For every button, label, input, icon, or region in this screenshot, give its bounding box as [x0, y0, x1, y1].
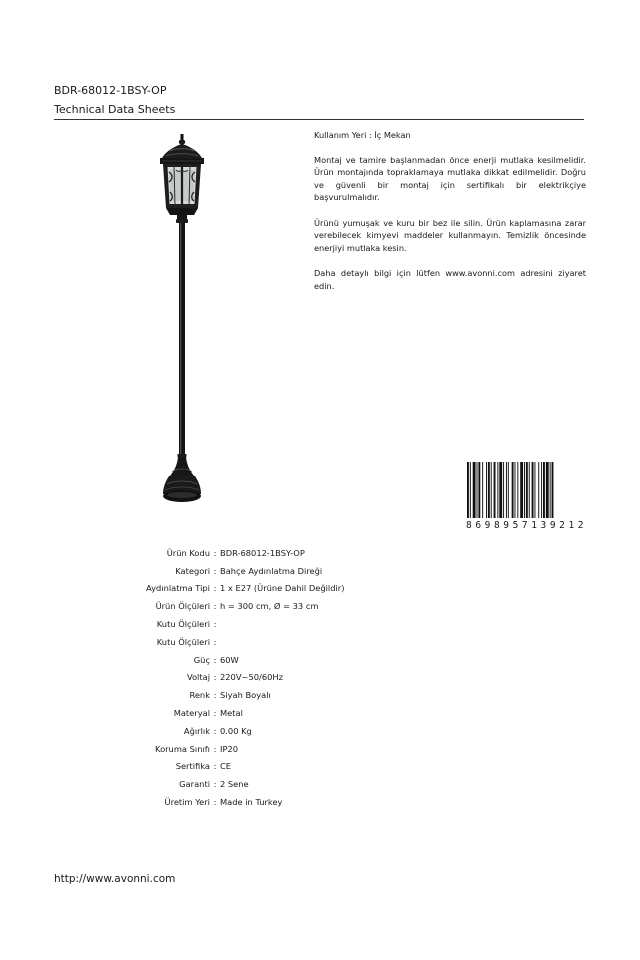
spec-row-origin [100, 793, 344, 811]
spec-separator: : [213, 725, 217, 736]
spec-value: Made in Turkey [220, 797, 283, 808]
garden-lamp-post-icon [150, 134, 214, 506]
barcode-digit: 9 [484, 519, 491, 531]
barcode-bar [491, 462, 492, 518]
spec-value: IP20 [220, 743, 239, 754]
spec-row-box-dimensions [100, 615, 344, 633]
spec-row-voltage [100, 669, 344, 687]
spec-value: Metal [220, 708, 243, 719]
barcode-bar [550, 462, 551, 518]
usage-info [314, 129, 586, 305]
product-code-header: BDR-68012-1BSY-OP [54, 84, 167, 97]
spec-row-box-dimensions-2 [100, 633, 344, 651]
barcode-bar [478, 462, 480, 518]
barcode-bar [552, 462, 554, 518]
spec-separator: : [213, 583, 217, 594]
spec-label: Ağırlık [183, 725, 210, 736]
barcode-digit: 1 [568, 519, 575, 531]
spec-label: Ürün Ölçüleri [155, 601, 210, 612]
spec-row-power [100, 651, 344, 669]
footer-website-url: http://www.avonni.com [54, 873, 176, 885]
info-paragraph-installation: Montaj ve tamire başlanmadan önce enerji mutlaka kesilmelidir. Ürün montajında topraklamaya mutlaka dikkat edilmelidir. Doğru ve güvenli bir montaj için sertifikalı bir elektrikçiye başvurulmalıdır. [314, 154, 586, 203]
spec-separator: : [213, 797, 217, 808]
spec-row-lighting-type [100, 580, 344, 598]
spec-separator: : [213, 743, 217, 754]
barcode-bar [534, 462, 535, 518]
barcode-bar [543, 462, 545, 518]
spec-value: 2 Sene [220, 779, 249, 790]
spec-label: Güç [193, 654, 210, 665]
barcode-bar [473, 462, 476, 518]
spec-label: Materyal [173, 708, 210, 719]
spec-label: Aydınlatma Tipi [146, 583, 210, 594]
product-image [150, 134, 214, 506]
spec-separator: : [213, 779, 217, 790]
barcode-digit: 7 [521, 519, 528, 531]
barcode-bar [546, 462, 549, 518]
spec-separator: : [213, 619, 217, 630]
spec-label: Üretim Yeri [164, 797, 210, 808]
spec-row-product-code [100, 544, 344, 562]
barcode-bar [529, 462, 530, 518]
spec-value: 220V~50/60Hz [220, 672, 283, 683]
barcode [466, 462, 584, 518]
spec-value: CE [220, 761, 232, 772]
spec-row-product-dimensions [100, 597, 344, 615]
spec-separator: : [213, 601, 217, 612]
spec-row-certificate [100, 758, 344, 776]
spec-value: 1 x E27 (Ürüne Dahil Değildir) [220, 583, 345, 594]
spec-separator: : [213, 761, 217, 772]
barcode-bar [526, 462, 528, 518]
barcode-bar [506, 462, 507, 518]
spec-label: Ürün Kodu [166, 547, 210, 558]
barcode-bar [467, 462, 469, 518]
barcode-bar [477, 462, 478, 518]
spec-row-warranty [100, 775, 344, 793]
barcode-digit: 3 [540, 519, 547, 531]
barcode-digit: 1 [531, 519, 538, 531]
barcode-bar [497, 462, 498, 518]
barcode-bar [499, 462, 502, 518]
spec-separator: : [213, 636, 217, 647]
barcode-bar [470, 462, 471, 518]
barcode-bar [541, 462, 542, 518]
barcode-bar [517, 462, 518, 518]
spec-label: Voltaj [186, 672, 210, 683]
spec-value: Bahçe Aydınlatma Direği [220, 565, 323, 576]
spec-value: BDR-68012-1BSY-OP [220, 547, 305, 558]
spec-separator: : [213, 690, 217, 701]
spec-label: Renk [189, 690, 210, 701]
spec-label: Kategori [175, 565, 210, 576]
spec-label: Kutu Ölçüleri [156, 619, 210, 630]
barcode-bar [512, 462, 514, 518]
spec-separator: : [213, 654, 217, 665]
document-subtitle: Technical Data Sheets [54, 103, 176, 116]
spec-value: Siyah Boyalı [220, 690, 271, 701]
spec-value: 0.00 Kg [220, 725, 252, 736]
barcode-digit: 2 [559, 519, 566, 531]
barcode-digits [466, 519, 584, 531]
info-paragraph-website: Daha detaylı bilgi için lütfen www.avonni.com adresini ziyaret edin. [314, 267, 586, 291]
barcode-bar [524, 462, 525, 518]
barcode-digit: 5 [512, 519, 519, 531]
barcode-digit: 8 [466, 519, 473, 531]
spec-value: 60W [220, 654, 239, 665]
spec-label: Garanti [179, 779, 210, 790]
barcode-bars [466, 462, 584, 518]
spec-label: Kutu Ölçüleri [156, 636, 210, 647]
barcode-bar [515, 462, 516, 518]
spec-label: Sertifika [175, 761, 210, 772]
spec-row-protection-class [100, 740, 344, 758]
barcode-bar [482, 462, 483, 518]
barcode-bar [494, 462, 496, 518]
barcode-digit: 2 [577, 519, 584, 531]
spec-row-material [100, 704, 344, 722]
spec-value: h = 300 cm, Ø = 33 cm [220, 601, 319, 612]
spec-separator: : [213, 565, 217, 576]
spec-separator: : [213, 672, 217, 683]
spec-separator: : [213, 708, 217, 719]
spec-row-category [100, 562, 344, 580]
barcode-bar [508, 462, 509, 518]
barcode-bar [503, 462, 504, 518]
barcode-digit: 6 [475, 519, 482, 531]
info-paragraph-cleaning: Ürünü yumuşak ve kuru bir bez ile silin. Ürün kaplamasına zarar verebilecek kimyevi maddeler kullanmayın. Temizlik öncesinde enerjiyi mutlaka kesin. [314, 217, 586, 253]
barcode-bar [520, 462, 523, 518]
barcode-digit: 8 [493, 519, 501, 531]
barcode-digit: 9 [503, 519, 510, 531]
header-divider [54, 119, 584, 120]
barcode-bar [488, 462, 490, 518]
barcode-bar [486, 462, 487, 518]
barcode-digit: 9 [549, 519, 556, 531]
barcode-bar [538, 462, 539, 518]
spec-row-weight [100, 722, 344, 740]
spec-separator: : [213, 547, 217, 558]
spec-row-color [100, 686, 344, 704]
usage-location: Kullanım Yeri : İç Mekan [314, 130, 411, 140]
barcode-bar [532, 462, 534, 518]
spec-label: Koruma Sınıfı [155, 743, 210, 754]
spec-table [100, 544, 344, 811]
